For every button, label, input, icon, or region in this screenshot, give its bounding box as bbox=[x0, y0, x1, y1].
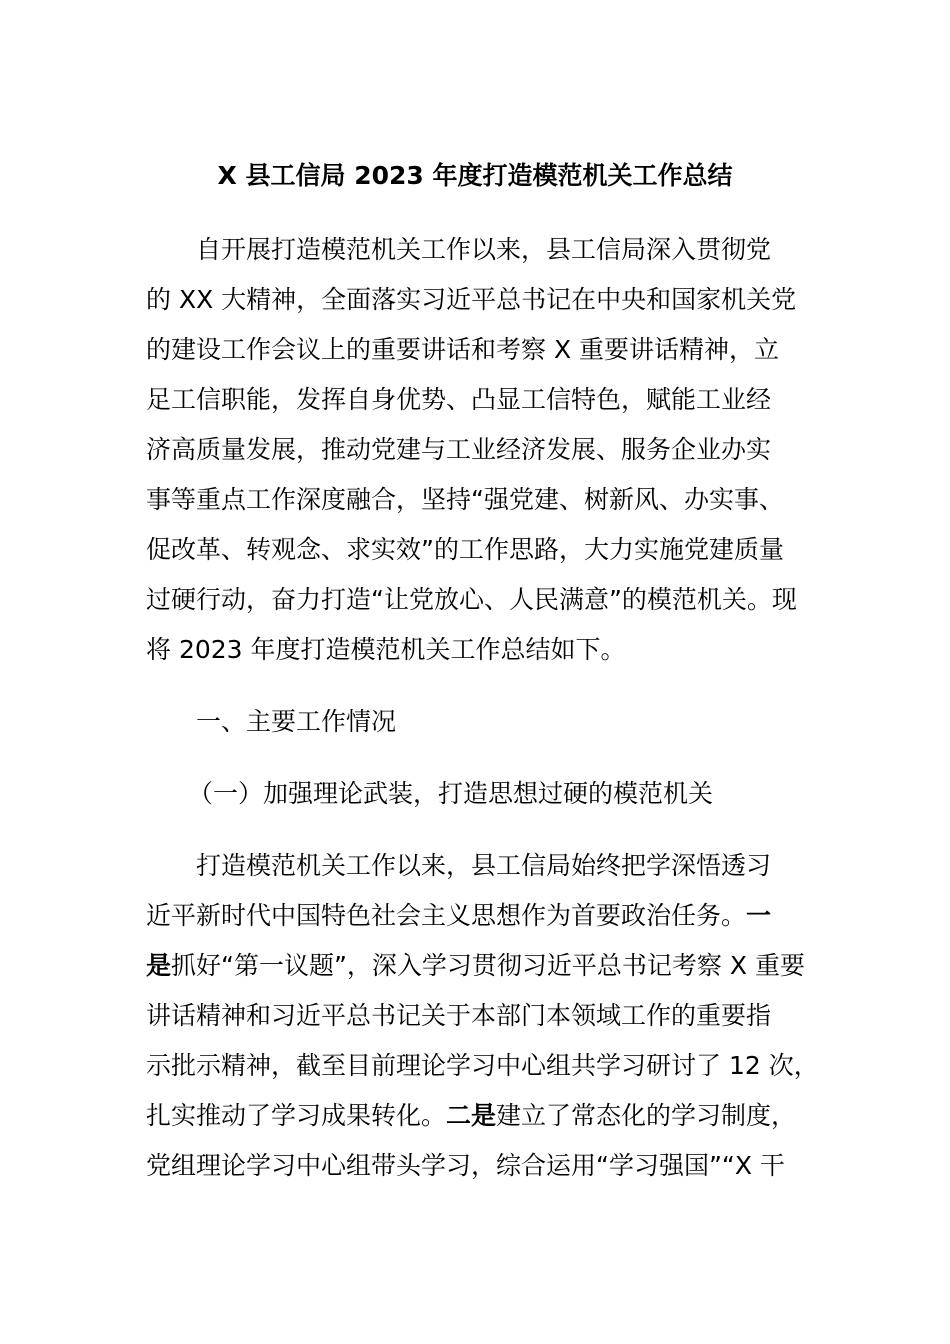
intro-line-5: 济高质量发展，推动党建与工业经济发展、服务企业办实 bbox=[146, 435, 772, 464]
section-heading: 一、主要工作情况 bbox=[196, 707, 397, 736]
intro-line-9: 将 2023 年度打造模范机关工作总结如下。 bbox=[146, 635, 626, 664]
body-line-6 bbox=[146, 1098, 796, 1134]
intro-line-4: 足工信职能，发挥自身优势、凸显工信特色，赋能工业经 bbox=[146, 385, 772, 414]
intro-line-2: 的 XX 大精神，全面落实习近平总书记在中央和国家机关党 bbox=[146, 285, 797, 314]
intro-line-7: 促改革、转观念、求实效”的工作思路，大力实施党建质量 bbox=[146, 535, 784, 564]
body-line-7: 党组理论学习中心组带头学习，综合运用“学习强国”“X 干 bbox=[146, 1151, 785, 1180]
document-title: X 县工信局 2023 年度打造模范机关工作总结 bbox=[217, 161, 733, 190]
body-line-1: 打造模范机关工作以来，县工信局始终把学深悟透习 bbox=[196, 851, 772, 880]
body-line-4: 讲话精神和习近平总书记关于本部门本领域工作的重要指 bbox=[146, 1001, 772, 1030]
body-line-6-text: 扎实推动了学习成果转化。 bbox=[146, 1101, 447, 1130]
intro-line-3: 的建设工作会议上的重要讲话和考察 X 重要讲话精神，立 bbox=[146, 335, 780, 364]
body-line-6-bold: 二是 bbox=[446, 1101, 497, 1130]
intro-line-8: 过硬行动，奋力打造“让党放心、人民满意”的模范机关。现 bbox=[146, 585, 797, 614]
body-line-3-bold: 是 bbox=[146, 951, 172, 980]
intro-line-6: 事等重点工作深度融合，坚持“强党建、树新风、办实事、 bbox=[146, 485, 784, 514]
body-line-2-text: 近平新时代中国特色社会主义思想作为首要政治任务。 bbox=[146, 901, 747, 930]
subsection-heading: （一）加强理论武装，打造思想过硬的模范机关 bbox=[188, 779, 714, 808]
intro-line-1: 自开展打造模范机关工作以来，县工信局深入贯彻党 bbox=[196, 235, 772, 264]
body-line-3-text: 抓好“第一议题”，深入学习贯彻习近平总书记考察 X 重要 bbox=[171, 951, 805, 980]
body-line-6-tail: 建立了常态化的学习制度， bbox=[496, 1101, 797, 1130]
body-line-5: 示批示精神，截至目前理论学习中心组共学习研讨了 12 次， bbox=[146, 1051, 819, 1080]
body-line-2-bold: 一 bbox=[746, 901, 772, 930]
body-line-2 bbox=[146, 898, 771, 934]
body-line-3 bbox=[146, 948, 805, 984]
